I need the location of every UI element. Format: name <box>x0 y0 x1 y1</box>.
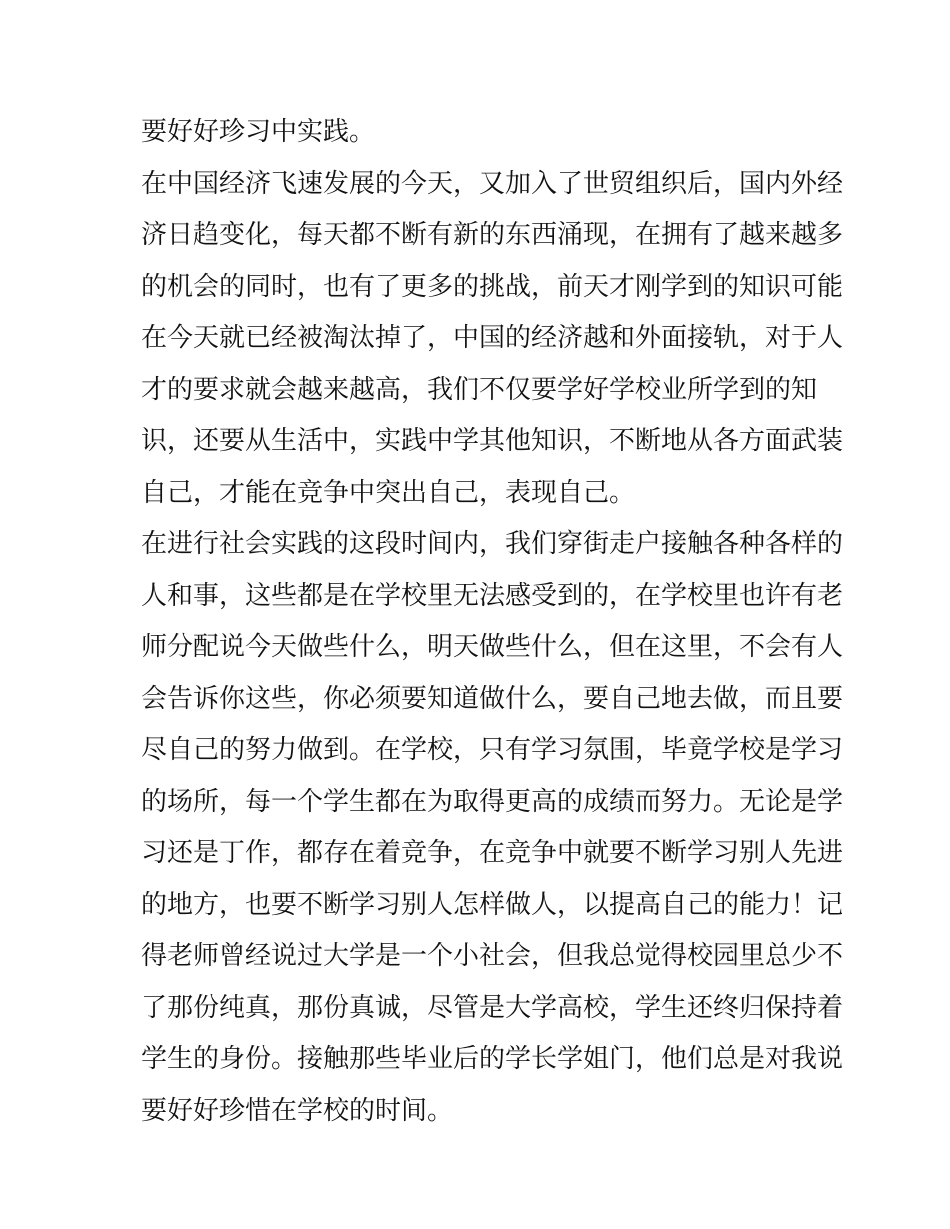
text-line: 在进行社会实践的这段时间内，我们穿街走户接触各种各样的 <box>141 529 844 559</box>
text-line: 会告诉你这些，你必须要知道做什么，要自己地去做，而且要 <box>141 683 844 714</box>
text-line: 识，还要从生活中，实践中学其他知识，不断地从各方面武装 <box>141 426 844 456</box>
text-line: 学生的身份。接触那些毕业后的学长学姐门，他们总是对我说 <box>141 1044 844 1074</box>
text-line: 在今天就已经被淘汰掉了，中国的经济越和外面接轨，对于人 <box>141 323 844 353</box>
text-line: 要好好珍习中实践。 <box>141 117 376 147</box>
text-line: 在中国经济飞速发展的今天，又加入了世贸组织后，国内外经 <box>141 168 844 199</box>
text-line: 才的要求就会越来越高，我们不仅要学好学校业所学到的知 <box>141 374 818 405</box>
document-body <box>141 107 844 1137</box>
text-line: 人和事，这些都是在学校里无法感受到的，在学校里也许有老 <box>141 580 844 611</box>
text-line: 自己，才能在竞争中突出自己，表现自己。 <box>141 477 636 508</box>
text-line: 要好好珍惜在学校的时间。 <box>141 1095 454 1126</box>
text-line: 得老师曾经说过大学是一个小社会，但我总觉得校园里总少不 <box>141 941 844 971</box>
text-line: 尽自己的努力做到。在学校，只有学习氛围，毕竟学校是学习 <box>141 735 844 765</box>
text-line: 的地方，也要不断学习别人怎样做人，以提高自己的能力！记 <box>141 889 844 920</box>
text-line: 了那份纯真，那份真诚，尽管是大学高校，学生还终归保持着 <box>141 992 844 1023</box>
text-line: 的机会的同时，也有了更多的挑战，前天才刚学到的知识可能 <box>141 271 844 302</box>
text-line: 习还是丁作，都存在着竞争，在竞争中就要不断学习别人先进 <box>141 838 844 868</box>
text-line: 的场所，每一个学生都在为取得更高的成绩而努力。无论是学 <box>141 786 844 817</box>
text-line: 师分配说今天做些什么，明天做些什么，但在这里，不会有人 <box>141 632 844 662</box>
text-line: 济日趋变化，每天都不断有新的东西涌现，在拥有了越来越多 <box>141 220 844 250</box>
